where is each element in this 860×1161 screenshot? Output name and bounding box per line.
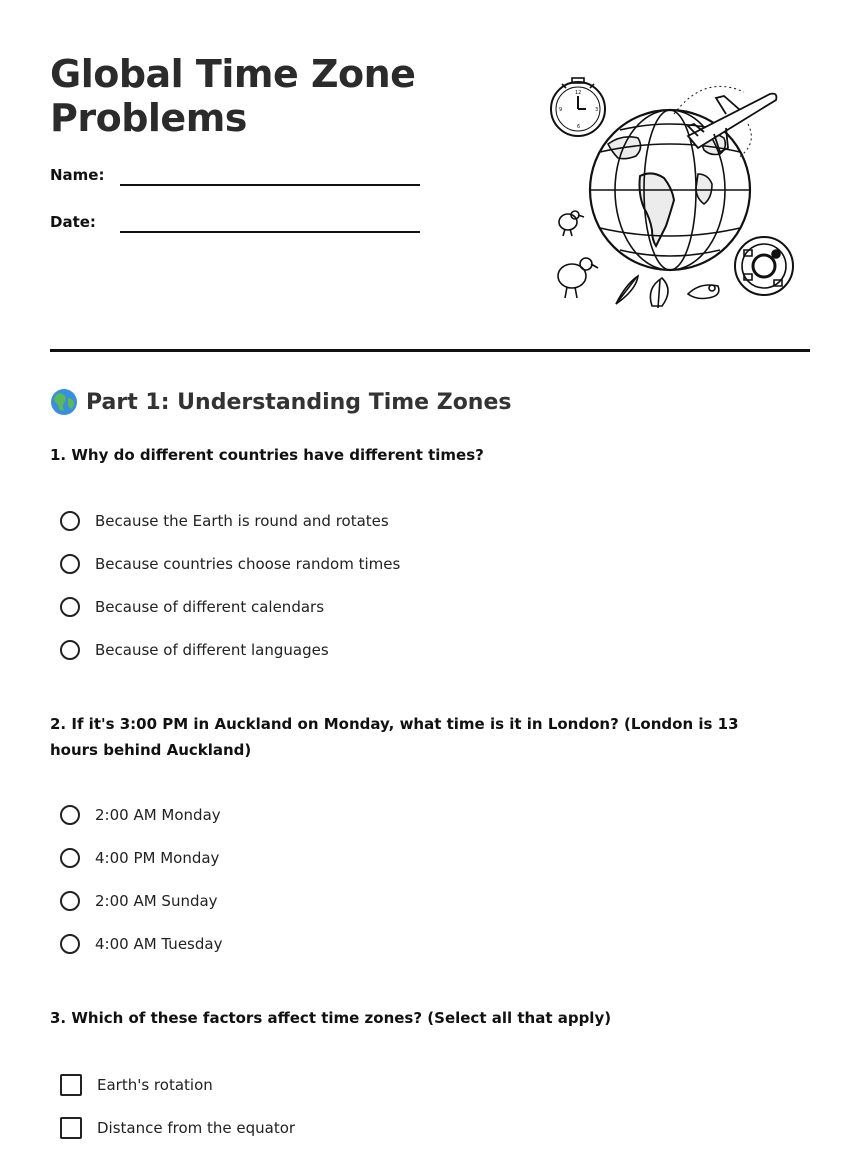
header-divider — [50, 349, 810, 352]
q1-option-a[interactable] — [60, 508, 560, 534]
option-label: Because of different languages — [95, 641, 329, 659]
question-2: 2. If it's 3:00 PM in Auckland on Monday, what time is it in London? (London is 13 hours behind Auckland) — [50, 715, 739, 759]
date-label: Date: — [50, 213, 96, 231]
name-label: Name: — [50, 166, 105, 184]
maori-carving-icon — [735, 237, 793, 295]
option-label: Because the Earth is round and rotates — [95, 512, 389, 530]
radio-button[interactable] — [60, 805, 80, 825]
option-label: Distance from the equator — [97, 1119, 296, 1137]
q1-option-b[interactable] — [60, 551, 560, 577]
checkbox[interactable] — [60, 1074, 82, 1096]
radio-button[interactable] — [60, 511, 80, 531]
question-3: 3. Which of these factors affect time zones? (Select all that apply) — [50, 1009, 612, 1027]
radio-button[interactable] — [60, 891, 80, 911]
option-label: Because of different calendars — [95, 598, 325, 616]
page-title — [50, 52, 470, 140]
checkbox[interactable] — [60, 1117, 82, 1139]
radio-button[interactable] — [60, 848, 80, 868]
title-line-1: Global Time Zone — [50, 52, 416, 96]
option-label: 4:00 AM Tuesday — [95, 935, 223, 953]
option-label: Earth's rotation — [97, 1076, 213, 1094]
radio-button[interactable] — [60, 640, 80, 660]
q3-option-b[interactable] — [60, 1115, 560, 1141]
option-label: 2:00 AM Sunday — [95, 892, 218, 910]
q3-option-a[interactable] — [60, 1072, 560, 1098]
q2-option-d[interactable] — [60, 931, 560, 957]
svg-text:12: 12 — [575, 90, 582, 96]
q1-option-c[interactable] — [60, 594, 560, 620]
radio-button[interactable] — [60, 597, 80, 617]
svg-text:3: 3 — [595, 107, 599, 113]
option-label: 2:00 AM Monday — [95, 806, 221, 824]
section-title-text: Part 1: Understanding Time Zones — [86, 389, 512, 415]
globe-emoji-icon — [50, 388, 78, 416]
question-1: 1. Why do different countries have different times? — [50, 446, 484, 464]
q1-option-d[interactable] — [60, 637, 560, 663]
svg-text:9: 9 — [559, 107, 563, 113]
date-field[interactable] — [120, 231, 420, 233]
travel-illustration — [548, 74, 808, 324]
name-field[interactable] — [120, 184, 420, 186]
q2-option-b[interactable] — [60, 845, 560, 871]
stopwatch-icon — [551, 78, 605, 136]
title-line-2: Problems — [50, 96, 247, 140]
q2-option-a[interactable] — [60, 802, 560, 828]
leaf-icon — [650, 278, 668, 308]
kiwi-bird-icon — [558, 211, 598, 298]
option-label: 4:00 PM Monday — [95, 849, 220, 867]
shell-icon — [688, 285, 719, 299]
radio-button[interactable] — [60, 554, 80, 574]
feather-icon — [616, 276, 638, 304]
q2-option-c[interactable] — [60, 888, 560, 914]
svg-text:6: 6 — [577, 124, 581, 130]
radio-button[interactable] — [60, 934, 80, 954]
section-title-part-1 — [50, 388, 512, 416]
option-label: Because countries choose random times — [95, 555, 401, 573]
